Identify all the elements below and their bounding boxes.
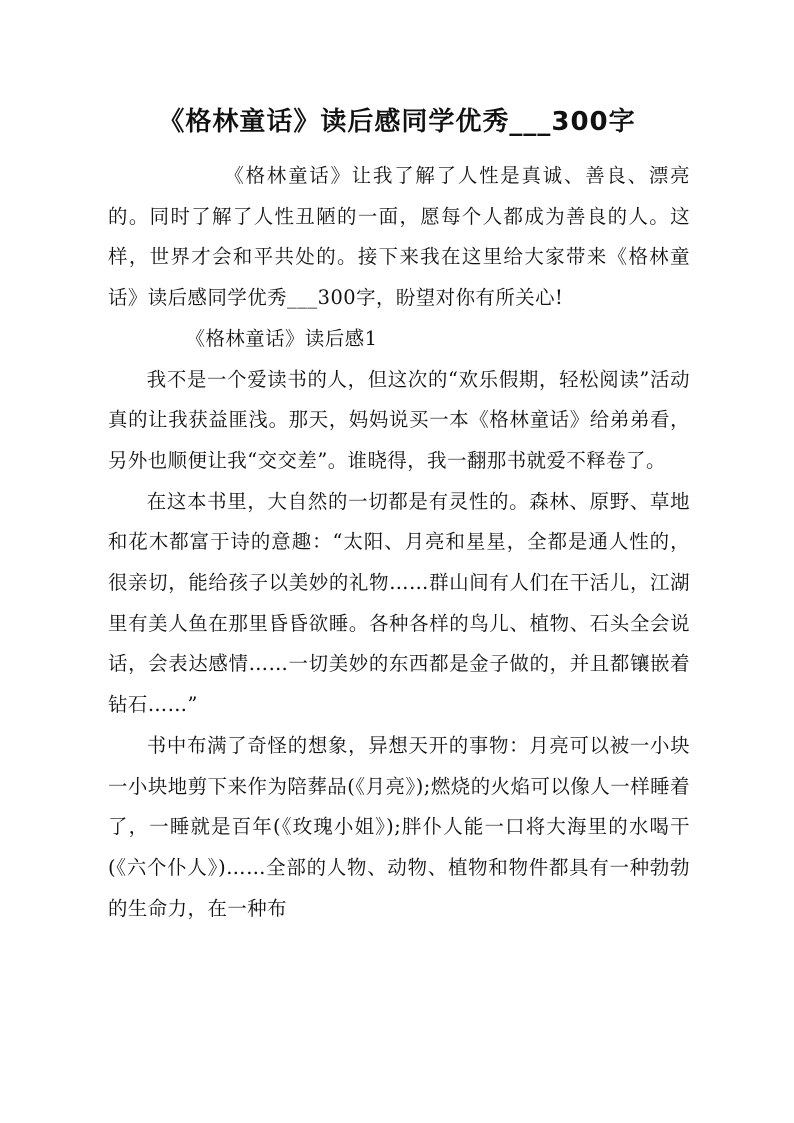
body-paragraph-3: 书中布满了奇怪的想象，异想天开的事物：月亮可以被一小块一小块地剪下来作为陪葬品(《月亮》);燃烧的火焰可以像人一样睡着了，一睡就是百年(《玫瑰小姐》);胖仆人能一口将大海里的水喝干(《六个仆人》)……全部的人物、动物、植物和物件都具有一种勃勃的生命力，在一种布 [108, 733, 690, 920]
section-heading: 《格林童话》读后感1 [185, 326, 378, 350]
body-paragraph-1: 我不是一个爱读书的人，但这次的“欢乐假期，轻松阅读”活动真的让我获益匪浅。那天，妈妈说买一本《格林童话》给弟弟看，另外也顺便让我“交交差”。谁晓得，我一翻那书就爱不释卷了。 [108, 367, 690, 472]
intro-paragraph: 《格林童话》让我了解了人性是真诚、善良、漂亮的。同时了解了人性丑陋的一面，愿每个人都成为善良的人。这样，世界才会和平共处的。接下来我在这里给大家带来《格林童话》读后感同学优秀___300字，盼望对你有所关心! [108, 164, 690, 310]
document-body [108, 156, 690, 929]
document-title: 《格林童话》读后感同学优秀___300字 [158, 107, 636, 137]
body-paragraph-2: 在这本书里，大自然的一切都是有灵性的。森林、原野、草地和花木都富于诗的意趣：“太阳、月亮和星星，全都是通人性的，很亲切，能给孩子以美妙的礼物……群山间有人们在干活儿，江湖里有美人鱼在那里昏昏欲睡。各种各样的鸟儿、植物、石头全会说话，会表达感情……一切美妙的东西都是金子做的，并且都镶嵌着钻石……” [108, 489, 690, 717]
